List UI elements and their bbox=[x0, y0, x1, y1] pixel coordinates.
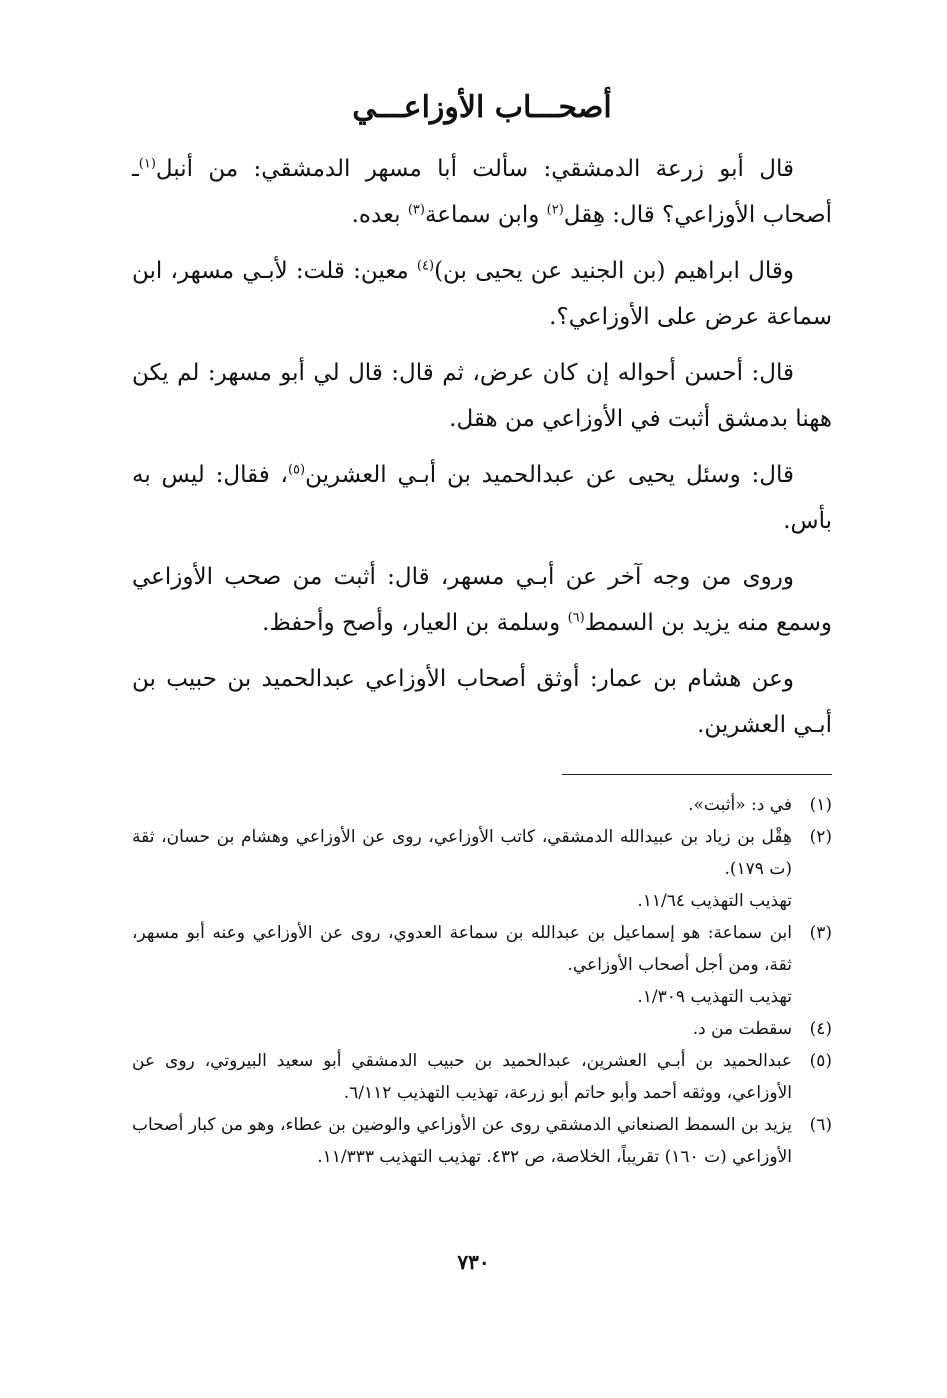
footnote-reference: تهذيب التهذيب ١١/٦٤. bbox=[637, 891, 792, 911]
footnote-text: هِقْل بن زياد بن عبيدالله الدمشقي، كاتب الأوزاعي، روى عن الأوزاعي وهشام بن حسان، ثقة (ت ١٧٩). bbox=[132, 827, 792, 879]
footnote-text: يزيد بن السمط الصنعاني الدمشقي روى عن الأوزاعي والوضين بن عطاء، وهو من كبار أصحاب الأوزاعي (ت ١٦٠) تقريباً، الخلاصة، ص ٤٣٢. تهذيب التهذيب ١١/٣٣٣. bbox=[132, 1115, 792, 1167]
footnote-1 bbox=[132, 789, 832, 821]
paragraph-2: وقال ابراهيم (بن الجنيد عن يحيى بن)$^{(٤)}$ معين: قلت: لأبـي مسهر، ابن سماعة عرض على الأوزاعي؟. bbox=[132, 258, 832, 330]
footnote-text: ابن سماعة: هو إسماعيل بن عبدالله بن سماعة العدوي، روى عن الأوزاعي وعنه أبو مسهر، ثقة، ومن أجل أصحاب الأوزاعي. bbox=[132, 923, 792, 975]
footnote-ref-2[interactable]: (٢) bbox=[546, 202, 564, 218]
page-title: أصحـــاب الأوزاعـــي bbox=[352, 90, 612, 125]
footnote-number: (٢) bbox=[809, 827, 832, 847]
paragraph-3: قال: أحسن أحواله إن كان عرض، ثم قال: قال لي أبو مسهر: لم يكن ههنا بدمشق أثبت في الأوزاعي من هقل. bbox=[132, 360, 832, 432]
paragraph-6: وعن هشام بن عمار: أوثق أصحاب الأوزاعي عبدالحميد بن حبيب بن أبـي العشرين. bbox=[132, 666, 832, 738]
paragraph-1: قال أبو زرعة الدمشقي: سألت أبا مسهر الدمشقي: من أنبل$^{(١)}$ـ أصحاب الأوزاعي؟ قال: هِقل$^{(٢)}$ وابن سماعة$^{(٣)}$ بعده. bbox=[132, 156, 832, 228]
footnote-5 bbox=[132, 1045, 832, 1109]
footnote-divider bbox=[562, 774, 832, 775]
footnote-number: (٤) bbox=[809, 1019, 832, 1039]
footnote-ref-5[interactable]: (٥) bbox=[287, 462, 306, 478]
footnote-ref-3[interactable]: (٣) bbox=[407, 202, 425, 218]
footnote-number: (٣) bbox=[809, 923, 832, 943]
footnote-number: (٥) bbox=[809, 1051, 832, 1071]
page-body bbox=[132, 80, 832, 1173]
footnote-number: (١) bbox=[809, 795, 832, 815]
footnote-ref-4[interactable]: (٤) bbox=[416, 258, 435, 274]
footnote-2 bbox=[132, 821, 832, 917]
footnote-4 bbox=[132, 1013, 832, 1045]
footnote-number: (٦) bbox=[809, 1115, 832, 1135]
footnotes bbox=[132, 789, 832, 1173]
footnote-ref-1[interactable]: (١) bbox=[138, 156, 156, 172]
footnote-text: سقطت من د. bbox=[692, 1019, 792, 1039]
footnote-text: في د: «أثبت». bbox=[688, 795, 792, 815]
paragraph-4: قال: وسئل يحيى عن عبدالحميد بن أبـي العشرين$^{(٥)}$، فقال: ليس به بأس. bbox=[132, 462, 832, 534]
footnote-6 bbox=[132, 1109, 832, 1173]
footnote-reference: تهذيب التهذيب ١/٣٠٩. bbox=[637, 987, 792, 1007]
page-number: ٧٣٠ bbox=[457, 1250, 490, 1274]
paragraph-5: وروى من وجه آخر عن أبـي مسهر، قال: أثبت من صحب الأوزاعي وسمع منه يزيد بن السمط$^{(٦)}$ وسلمة بن العيار، وأصح وأحفظ. bbox=[132, 564, 832, 636]
footnote-ref-6[interactable]: (٦) bbox=[567, 610, 585, 626]
footnote-text: عبدالحميد بن أبـي العشرين، عبدالحميد بن حبيب الدمشقي أبو سعيد البيروتي، روى عن الأوزاعي، ووثقه أحمد وأبو حاتم أبو زرعة، تهذيب التهذيب ٦/١١٢. bbox=[132, 1051, 792, 1103]
footnote-3 bbox=[132, 917, 832, 1013]
